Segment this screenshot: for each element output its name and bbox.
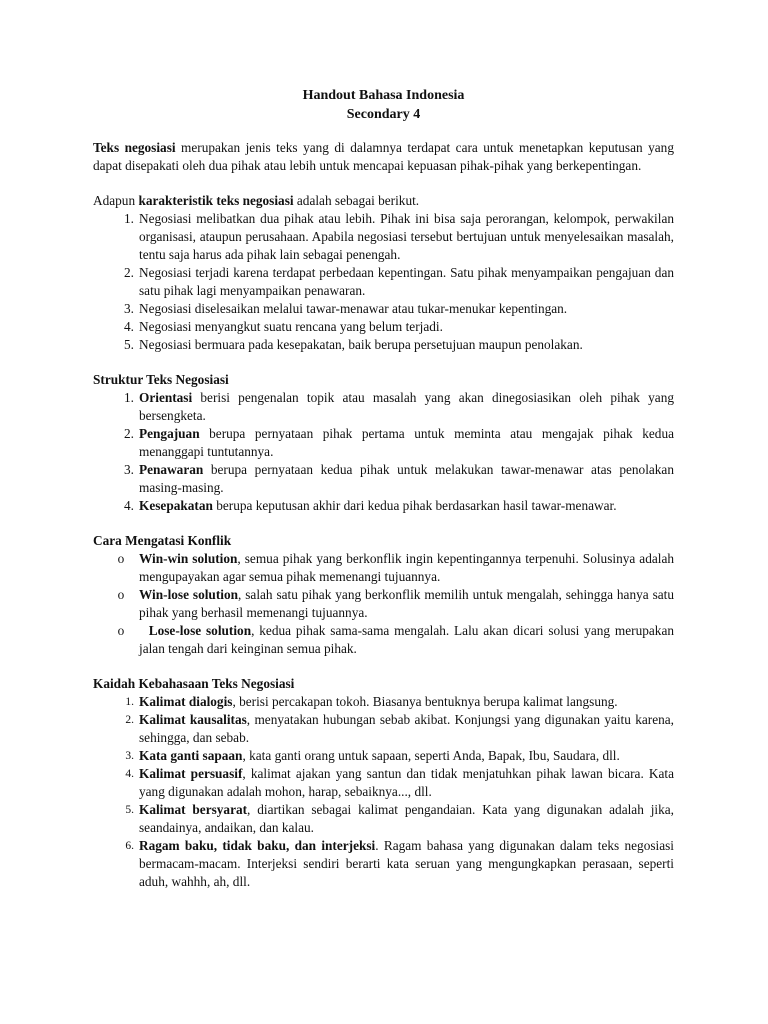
- list-item-text: berupa keputusan akhir dari kedua pihak berdasarkan hasil tawar-menawar.: [212, 498, 617, 513]
- list-item: [93, 765, 674, 801]
- list-number: 3.: [124, 462, 134, 477]
- struktur-list: [93, 389, 674, 515]
- list-item: [93, 550, 674, 586]
- document-title: Handout Bahasa Indonesia: [302, 88, 465, 103]
- karakteristik-list: [93, 210, 674, 354]
- kaidah-heading: Kaidah Kebahasaan Teks Negosiasi: [93, 676, 295, 691]
- list-item: [93, 336, 674, 354]
- list-item-text: , menyatakan hubungan sebab akibat. Konjungsi yang digunakan yaitu karena, sehingga, dan sebab.: [139, 712, 675, 745]
- list-item: [93, 711, 674, 747]
- list-item-term: Win-lose solution: [139, 587, 238, 602]
- list-number: 4.: [125, 768, 134, 780]
- list-number: 1.: [125, 696, 134, 708]
- list-item-term: Win-win solution: [139, 551, 238, 566]
- list-item-text: berupa pernyataan kedua pihak untuk melakukan tawar-menawar atas penolakan masing-masing.: [139, 462, 674, 495]
- list-item: [93, 497, 674, 515]
- list-item-text: , kata ganti orang untuk sapaan, seperti Anda, Bapak, Ibu, Saudara, dll.: [242, 748, 620, 763]
- list-item: [93, 693, 674, 711]
- list-item-text: , kedua pihak sama-sama mengalah. Lalu akan dicari solusi yang merupakan jalan tengah dari keinginan semua pihak.: [139, 623, 674, 656]
- list-item-text: . Ragam bahasa yang digunakan dalam teks negosiasi bermacam-macam. Interjeksi sendiri berarti kata seruan yang mengungkapkan perasaan, seperti aduh, wahhh, ah, dll.: [139, 838, 674, 889]
- list-item-text: berupa pernyataan pihak pertama untuk meminta atau mengajak pihak kedua menanggapi tuntutannya.: [139, 426, 674, 459]
- list-item-term: Kalimat kausalitas: [139, 712, 247, 727]
- konflik-list: [93, 550, 674, 658]
- list-number: 4.: [124, 319, 134, 334]
- list-item: [93, 318, 674, 336]
- list-number: 2.: [125, 714, 134, 726]
- list-item: [93, 801, 674, 837]
- list-item: [93, 300, 674, 318]
- list-item-text: , kalimat ajakan yang santun dan tidak menjatuhkan pihak lawan bicara. Kata yang digunakan adalah mohon, harap, sebaiknya..., dll.: [139, 766, 674, 799]
- list-number: 1.: [124, 390, 134, 405]
- document-subtitle: Secondary 4: [346, 107, 421, 122]
- list-item: [93, 747, 674, 765]
- bullet-marker: o: [117, 587, 125, 602]
- list-item-term: Orientasi: [139, 390, 193, 405]
- struktur-heading: Struktur Teks Negosiasi: [93, 372, 229, 387]
- list-item-term: Kalimat dialogis: [139, 694, 233, 709]
- list-item: [93, 425, 674, 461]
- karakteristik-intro: [93, 192, 674, 210]
- list-item: [93, 622, 674, 658]
- list-item: [93, 461, 674, 497]
- list-item-text: Negosiasi menyangkut suatu rencana yang belum terjadi.: [139, 319, 443, 334]
- list-item-text: Negosiasi melibatkan dua pihak atau lebih. Pihak ini bisa saja perorangan, kelompok, perwakilan organisasi, ataupun perusahaan. Apabila negosiasi tersebut bertujuan untuk menyelesaikan masalah, tentu saja harus ada pihak lain sebagai penengah.: [139, 211, 674, 262]
- bullet-marker: o: [117, 551, 125, 566]
- list-number: 5.: [124, 337, 134, 352]
- list-item-text: , semua pihak yang berkonflik ingin kepentingannya terpenuhi. Solusinya adalah mengupayakan agar semua pihak memenangi tujuannya.: [139, 551, 674, 584]
- list-item: [93, 389, 674, 425]
- list-number: 1.: [124, 211, 134, 226]
- list-item: [93, 837, 674, 891]
- list-item-term: Lose-lose solution: [148, 623, 252, 638]
- list-item-text: Negosiasi diselesaikan melalui tawar-menawar atau tukar-menukar kepentingan.: [139, 301, 568, 316]
- list-item-term: Kesepakatan: [139, 498, 213, 513]
- list-item-text: berisi pengenalan topik atau masalah yang akan dinegosiasikan oleh pihak yang bersengketa.: [139, 390, 674, 423]
- intro-paragraph: [93, 139, 674, 175]
- list-number: 5.: [125, 804, 134, 816]
- list-item-term: Ragam baku, tidak baku, dan interjeksi: [139, 838, 376, 853]
- list-item-text: , diartikan sebagai kalimat pengandaian. Kata yang digunakan adalah jika, seandainya, andaikan, dan kalau.: [139, 802, 674, 835]
- list-number: 2.: [124, 265, 134, 280]
- list-number: 4.: [124, 498, 134, 513]
- list-item: [93, 264, 674, 300]
- karakteristik-term: karakteristik teks negosiasi: [138, 193, 294, 208]
- list-number: 3.: [124, 301, 134, 316]
- karakteristik-prefix: Adapun: [93, 193, 139, 208]
- list-item-text: Negosiasi terjadi karena terdapat perbedaan kepentingan. Satu pihak menyampaikan pengajuan dan satu pihak lagi menyampaikan penawaran.: [139, 265, 674, 298]
- list-number: 2.: [124, 426, 134, 441]
- bullet-marker: o: [117, 623, 125, 638]
- list-item-term: Kalimat persuasif: [139, 766, 243, 781]
- karakteristik-suffix: adalah sebagai berikut.: [293, 193, 420, 208]
- intro-text: merupakan jenis teks yang di dalamnya terdapat cara untuk menetapkan keputusan yang dapat disepakati oleh dua pihak atau lebih untuk mencapai kepuasan pihak-pihak yang berkepentingan.: [93, 140, 674, 173]
- kaidah-list: [93, 693, 674, 891]
- list-item-text: , salah satu pihak yang berkonflik memilih untuk mengalah, sehingga hanya satu pihak yang berhasil memenangi tujuannya.: [139, 587, 674, 620]
- list-item-term: Penawaran: [139, 462, 204, 477]
- list-number: 6.: [125, 840, 134, 852]
- list-number: 3.: [125, 750, 134, 762]
- list-item-term: Kalimat bersyarat: [139, 802, 248, 817]
- konflik-heading: Cara Mengatasi Konflik: [93, 533, 232, 548]
- list-item-term: Kata ganti sapaan: [139, 748, 243, 763]
- list-item: [93, 586, 674, 622]
- list-item: [93, 210, 674, 264]
- intro-term: Teks negosiasi: [93, 140, 176, 155]
- list-item-text: Negosiasi bermuara pada kesepakatan, baik berupa persetujuan maupun penolakan.: [139, 337, 583, 352]
- list-item-text: , berisi percakapan tokoh. Biasanya bentuknya berupa kalimat langsung.: [232, 694, 618, 709]
- list-item-term: Pengajuan: [139, 426, 200, 441]
